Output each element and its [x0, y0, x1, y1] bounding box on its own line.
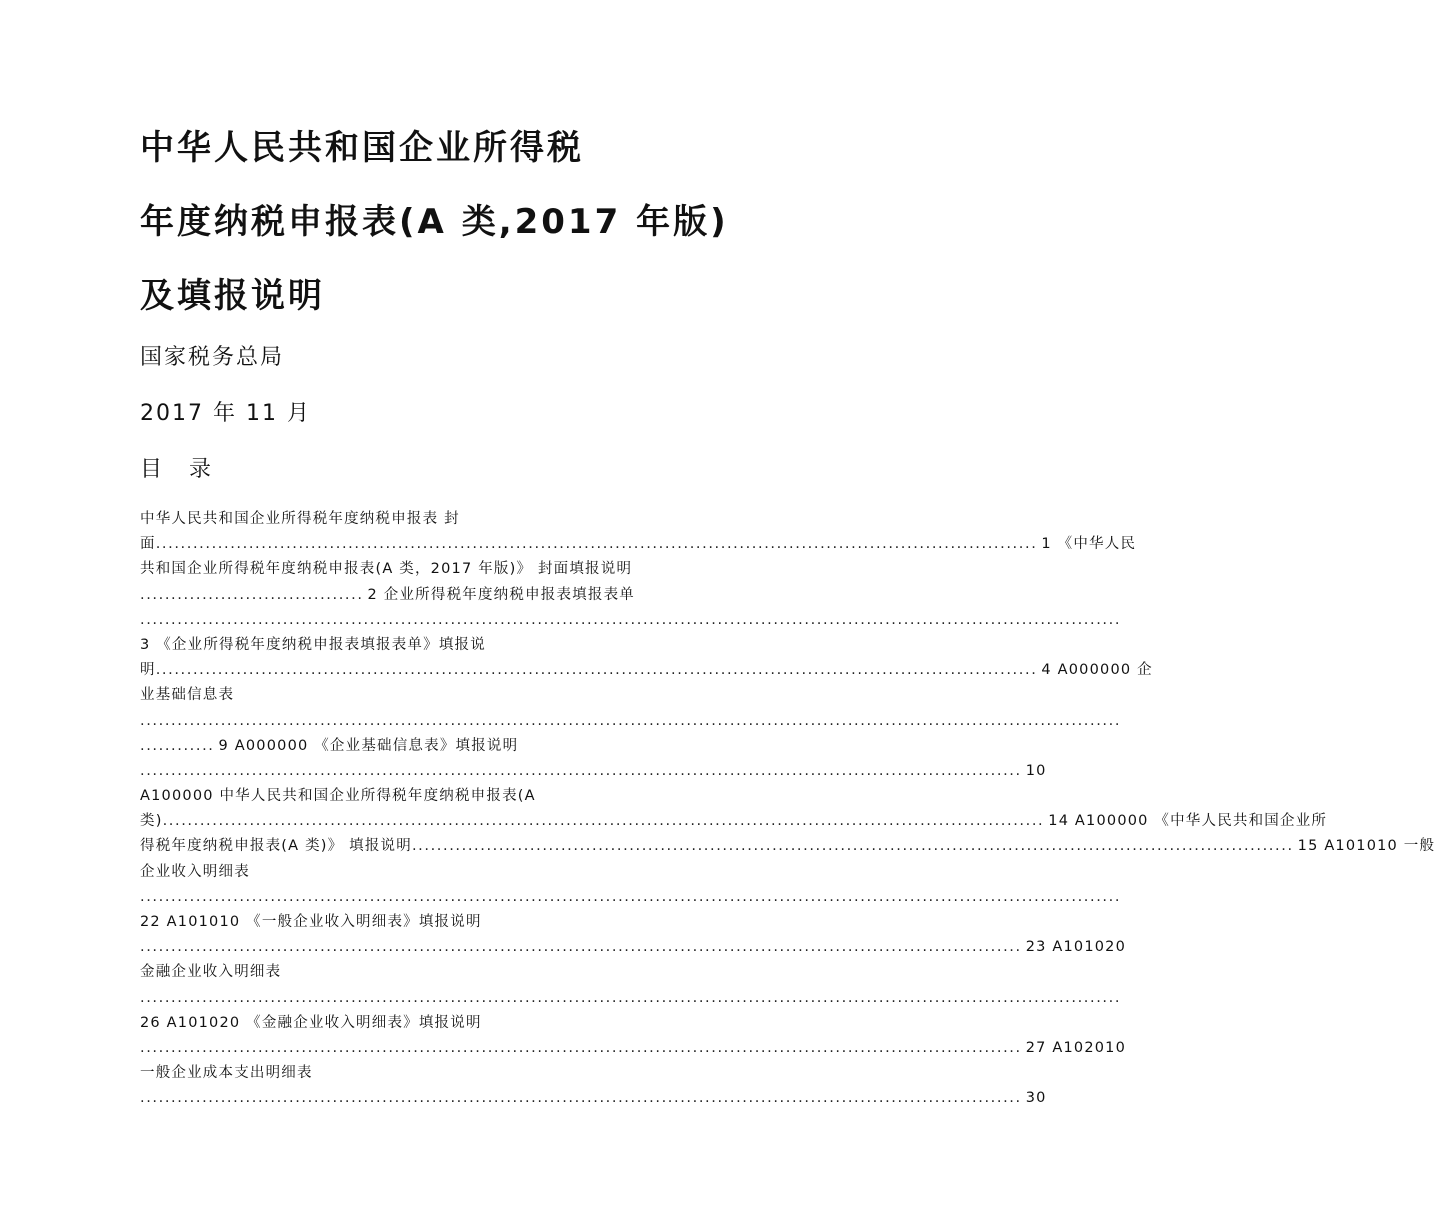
dot-leader: ..............................................................................................................................................: [140, 1039, 1022, 1056]
table-of-contents: [140, 507, 1435, 1112]
toc-line: [140, 683, 812, 708]
dot-leader: ..............................................................................................................................................: [411, 838, 1294, 855]
toc-line[interactable]: [140, 1011, 812, 1036]
toc-page-ref: 2 企业所得税年度纳税申报表填报表单: [367, 586, 635, 603]
toc-page-ref: 14 A100000 《中华人民共和国企业所: [1048, 813, 1328, 830]
toc-text: 面: [140, 536, 156, 553]
toc-line[interactable]: [140, 532, 1137, 557]
dot-leader: ..............................................................................................................................................................: [140, 712, 1122, 729]
toc-text: 中华人民共和国企业所得税年度纳税申报表 封: [140, 511, 460, 527]
doc-title-line-1: 中华人民共和国企业所得税: [140, 128, 584, 168]
doc-title-line-2: 年度纳税申报表(A 类,2017 年版): [140, 202, 729, 242]
dot-leader: ..............................................................................................................................................: [140, 762, 1022, 779]
toc-page-ref: 27 A102010: [1025, 1039, 1127, 1056]
toc-line: [140, 784, 812, 809]
toc-line[interactable]: [140, 910, 812, 935]
toc-text: 业基础信息表: [140, 687, 235, 704]
toc-line[interactable]: [140, 658, 1153, 683]
toc-line: [140, 986, 1122, 1011]
toc-line: [140, 633, 812, 658]
dot-leader: ..............................................................................................................................................................: [140, 989, 1122, 1006]
toc-line: [140, 860, 812, 885]
toc-line[interactable]: [140, 583, 812, 608]
toc-text: 明: [140, 662, 156, 679]
toc-text: 26 A101020 《金融企业收入明细表》填报说明: [140, 1014, 482, 1031]
toc-line: [140, 885, 1122, 910]
dot-leader: ..............................................................................................................................................: [140, 1090, 1022, 1107]
doc-title-line-3: 及填报说明: [140, 276, 325, 316]
toc-line: [140, 557, 812, 582]
toc-line[interactable]: [140, 834, 1435, 859]
toc-text: 22 A101010 《一般企业收入明细表》填报说明: [140, 914, 482, 930]
toc-page-ref: 1 《中华人民: [1041, 536, 1137, 553]
toc-text: 3 《企业所得税年度纳税申报表填报表单》填报说: [140, 636, 486, 653]
toc-page-ref: 9 A000000 《企业基础信息表》填报说明: [218, 737, 519, 754]
dot-leader: ..............................................................................................................................................: [155, 662, 1038, 679]
toc-page-ref: 23 A101020: [1025, 939, 1127, 956]
toc-line[interactable]: [140, 759, 1047, 784]
publish-date: 2017 年 11 月: [140, 401, 311, 426]
toc-line: [140, 709, 1122, 734]
toc-text: 得税年度纳税申报表(A 类)》 填报说明: [140, 838, 412, 855]
issuer: 国家税务总局: [140, 345, 285, 370]
toc-line[interactable]: [140, 734, 812, 759]
toc-page-ref: 15 A101010 一般: [1297, 838, 1435, 855]
dot-leader: ..............................................................................................................................................: [162, 813, 1045, 830]
toc-line: [140, 507, 812, 532]
dot-leader: ..............................................................................................................................................................: [140, 888, 1122, 905]
toc-line: [140, 1061, 812, 1086]
toc-line[interactable]: [140, 1036, 1127, 1061]
toc-line[interactable]: [140, 935, 1127, 960]
toc-line: [140, 960, 812, 985]
dot-leader: ............: [140, 737, 215, 754]
toc-line[interactable]: [140, 1086, 1047, 1111]
toc-text: 企业收入明细表: [140, 863, 250, 880]
dot-leader: ....................................: [140, 586, 364, 603]
toc-text: 类): [140, 813, 163, 830]
dot-leader: ..............................................................................................................................................: [155, 536, 1038, 553]
dot-leader: ..............................................................................................................................................................: [140, 611, 1122, 628]
toc-text: A100000 中华人民共和国企业所得税年度纳税申报表(A: [140, 788, 536, 805]
toc-page-ref: 10: [1025, 762, 1047, 779]
toc-text: 一般企业成本支出明细表: [140, 1065, 313, 1082]
toc-text: 共和国企业所得税年度纳税申报表(A 类，2017 年版)》 封面填报说明: [140, 561, 633, 578]
toc-line[interactable]: [140, 809, 1328, 834]
toc-heading: 目 录: [140, 457, 221, 482]
toc-page-ref: 4 A000000 企: [1041, 662, 1153, 679]
toc-text: 金融企业收入明细表: [140, 964, 282, 981]
dot-leader: ..............................................................................................................................................: [140, 939, 1022, 956]
toc-line: [140, 608, 1122, 633]
toc-page-ref: 30: [1025, 1090, 1047, 1107]
